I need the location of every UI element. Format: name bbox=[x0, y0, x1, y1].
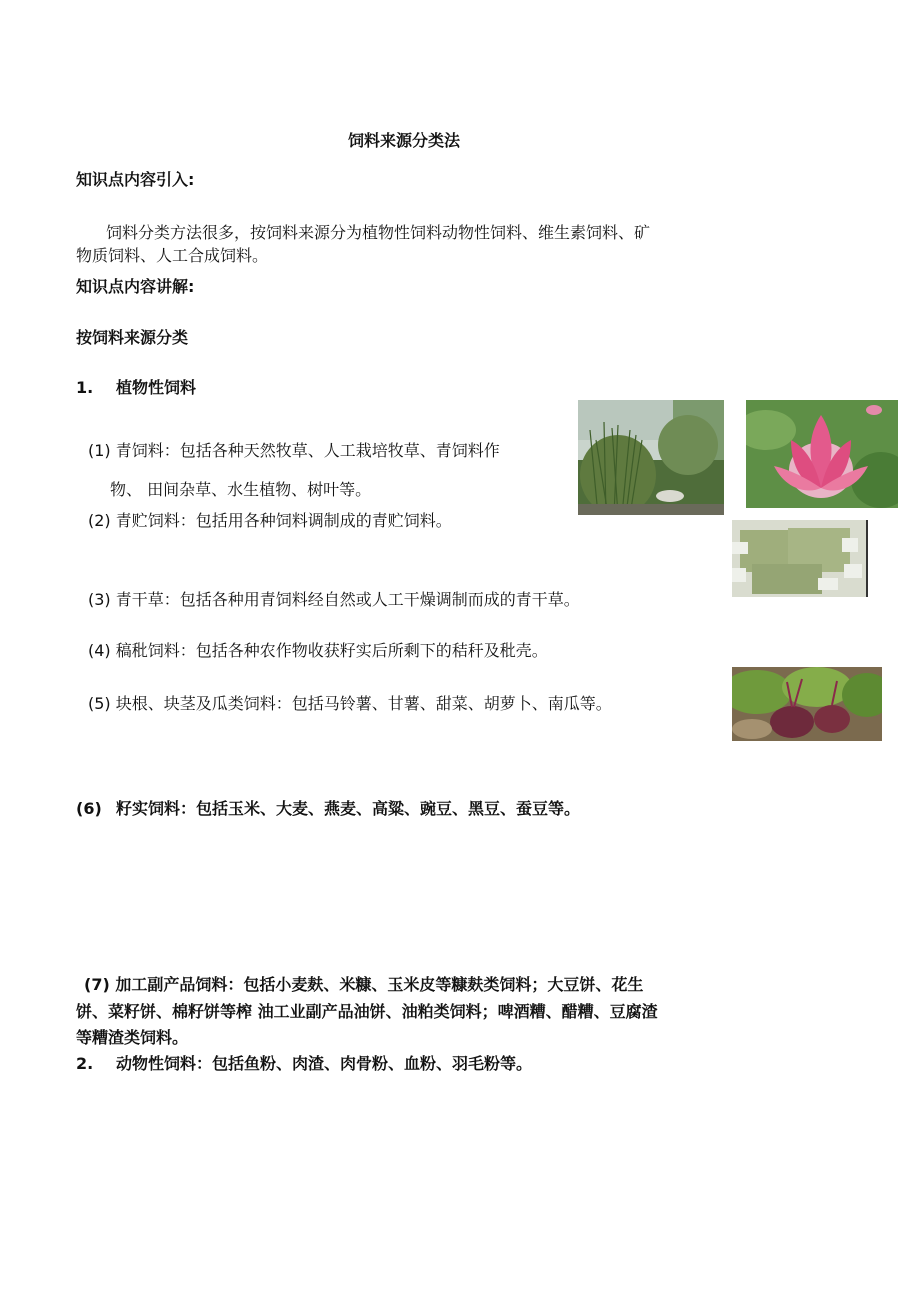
item-2-text: 动物性饲料：包括鱼粉、肉渣、肉骨粉、血粉、羽毛粉等。 bbox=[116, 1054, 533, 1073]
page-title: 饲料来源分类法 bbox=[348, 131, 461, 150]
intro-line-1: 饲料分类方法很多，按饲料来源分为植物性饲料动物性饲料、维生素饲料、矿 bbox=[106, 223, 651, 242]
sub-item-1-line-1: (1) 青饲料：包括各种天然牧草、人工栽培牧草、青饲料作 bbox=[88, 441, 500, 460]
sub-item-7-line-2: 饼、菜籽饼、棉籽饼等榨 油工业副产品油饼、油粕类饲料；啤酒糟、醋糟、豆腐渣 bbox=[76, 1002, 658, 1021]
sub-item-3: (3) 青干草：包括各种用青饲料经自然或人工干燥调制而成的青干草。 bbox=[88, 590, 580, 609]
beet-photo bbox=[732, 667, 882, 741]
sub-item-2: (2) 青贮饲料：包括用各种饲料调制成的青贮饲料。 bbox=[88, 511, 452, 530]
grass-photo bbox=[578, 400, 724, 515]
detail-heading: 知识点内容讲解: bbox=[76, 277, 195, 296]
sub-item-7-line-3: 等糟渣类饲料。 bbox=[76, 1028, 189, 1047]
sub-item-4: (4) 稿秕饲料：包括各种农作物收获籽实后所剩下的秸秆及秕壳。 bbox=[88, 641, 548, 660]
item-1-label: 植物性饲料 bbox=[116, 378, 197, 397]
intro-heading: 知识点内容引入: bbox=[76, 170, 195, 189]
sub-item-7-line-1: (7) 加工副产品饲料：包括小麦麸、米糠、玉米皮等糠麸类饲料；大豆饼、花生 bbox=[84, 975, 644, 994]
sub-item-5: (5) 块根、块茎及瓜类饲料：包括马铃薯、甘薯、甜菜、胡萝卜、南瓜等。 bbox=[88, 694, 612, 713]
sub-item-6-text: 籽实饲料：包括玉米、大麦、燕麦、高粱、豌豆、黑豆、蚕豆等。 bbox=[116, 799, 581, 818]
silage-bales-photo bbox=[732, 520, 868, 597]
intro-line-2: 物质饲料、人工合成饲料。 bbox=[76, 246, 269, 265]
section-heading: 按饲料来源分类 bbox=[76, 328, 189, 347]
lotus-photo bbox=[746, 400, 898, 508]
item-2-number: 2. bbox=[76, 1054, 94, 1073]
sub-item-1-line-2: 物、 田间杂草、水生植物、树叶等。 bbox=[110, 480, 372, 499]
sub-item-6-number: (6) bbox=[76, 799, 102, 818]
item-1-number: 1. bbox=[76, 378, 94, 397]
